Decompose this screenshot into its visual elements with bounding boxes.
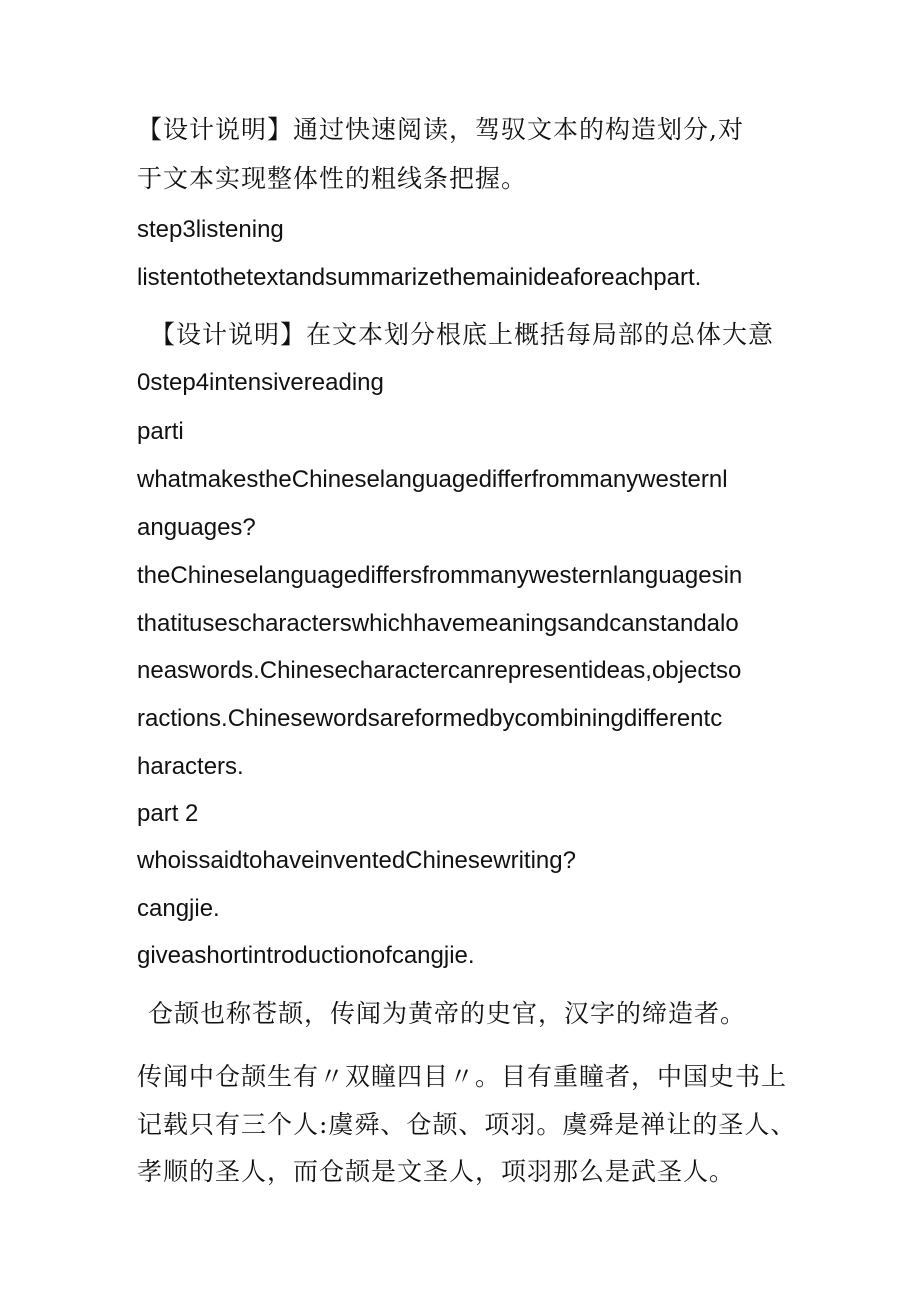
cangjie-intro-line-1: 仓颉也称苍颉，传闻为黄帝的史官，汉字的缔造者。	[148, 999, 747, 1028]
answer-1-line-4: ractions.Chinesewordsareformedbycombiningdifferentc	[137, 705, 723, 732]
answer-1-line-1: theChineselanguagediffersfrommanywesternlanguagesin	[137, 562, 743, 589]
part-1-heading: parti	[137, 418, 184, 445]
cangjie-intro-line-4: 孝顺的圣人，而仓颉是文圣人，项羽那么是武圣人。	[137, 1157, 736, 1186]
question-1-line-2: anguages?	[137, 514, 256, 541]
cangjie-intro-line-3: 记载只有三个人:虞舜、仓颉、项羽。虞舜是禅让的圣人、	[137, 1110, 797, 1139]
step3-heading: step3listening	[137, 216, 284, 243]
answer-1-line-5: haracters.	[137, 753, 244, 780]
step4-heading: 0step4intensivereading	[137, 369, 384, 396]
question-2: whoissaidtohaveinventedChinesewriting?	[137, 847, 576, 874]
design-note-1-line-2: 于文本实现整体性的粗线条把握。	[137, 164, 528, 193]
answer-2: cangjie.	[137, 895, 220, 922]
cangjie-intro-line-2: 传闻中仓颉生有〃双瞳四目〃。目有重瞳者，中国史书上	[137, 1062, 788, 1091]
answer-1-line-3: neaswords.Chinesecharactercanrepresentideas,objectso	[137, 657, 742, 684]
question-1-line-1: whatmakestheChineselanguagedifferfrommanywesternl	[137, 466, 728, 493]
design-note-2: 【设计说明】在文本划分根底上概括每局部的总体大意	[150, 320, 775, 349]
question-3: giveashortintroductionofcangjie.	[137, 942, 475, 969]
design-note-1-line-1: 【设计说明】通过快速阅读，驾驭文本的构造划分,对	[137, 115, 744, 144]
part-2-heading: part 2	[137, 800, 199, 827]
answer-1-line-2: thatitusescharacterswhichhavemeaningsandcanstandalo	[137, 610, 739, 637]
step3-instruction: listentothetextandsummarizethemainideaforeachpart.	[137, 264, 702, 291]
